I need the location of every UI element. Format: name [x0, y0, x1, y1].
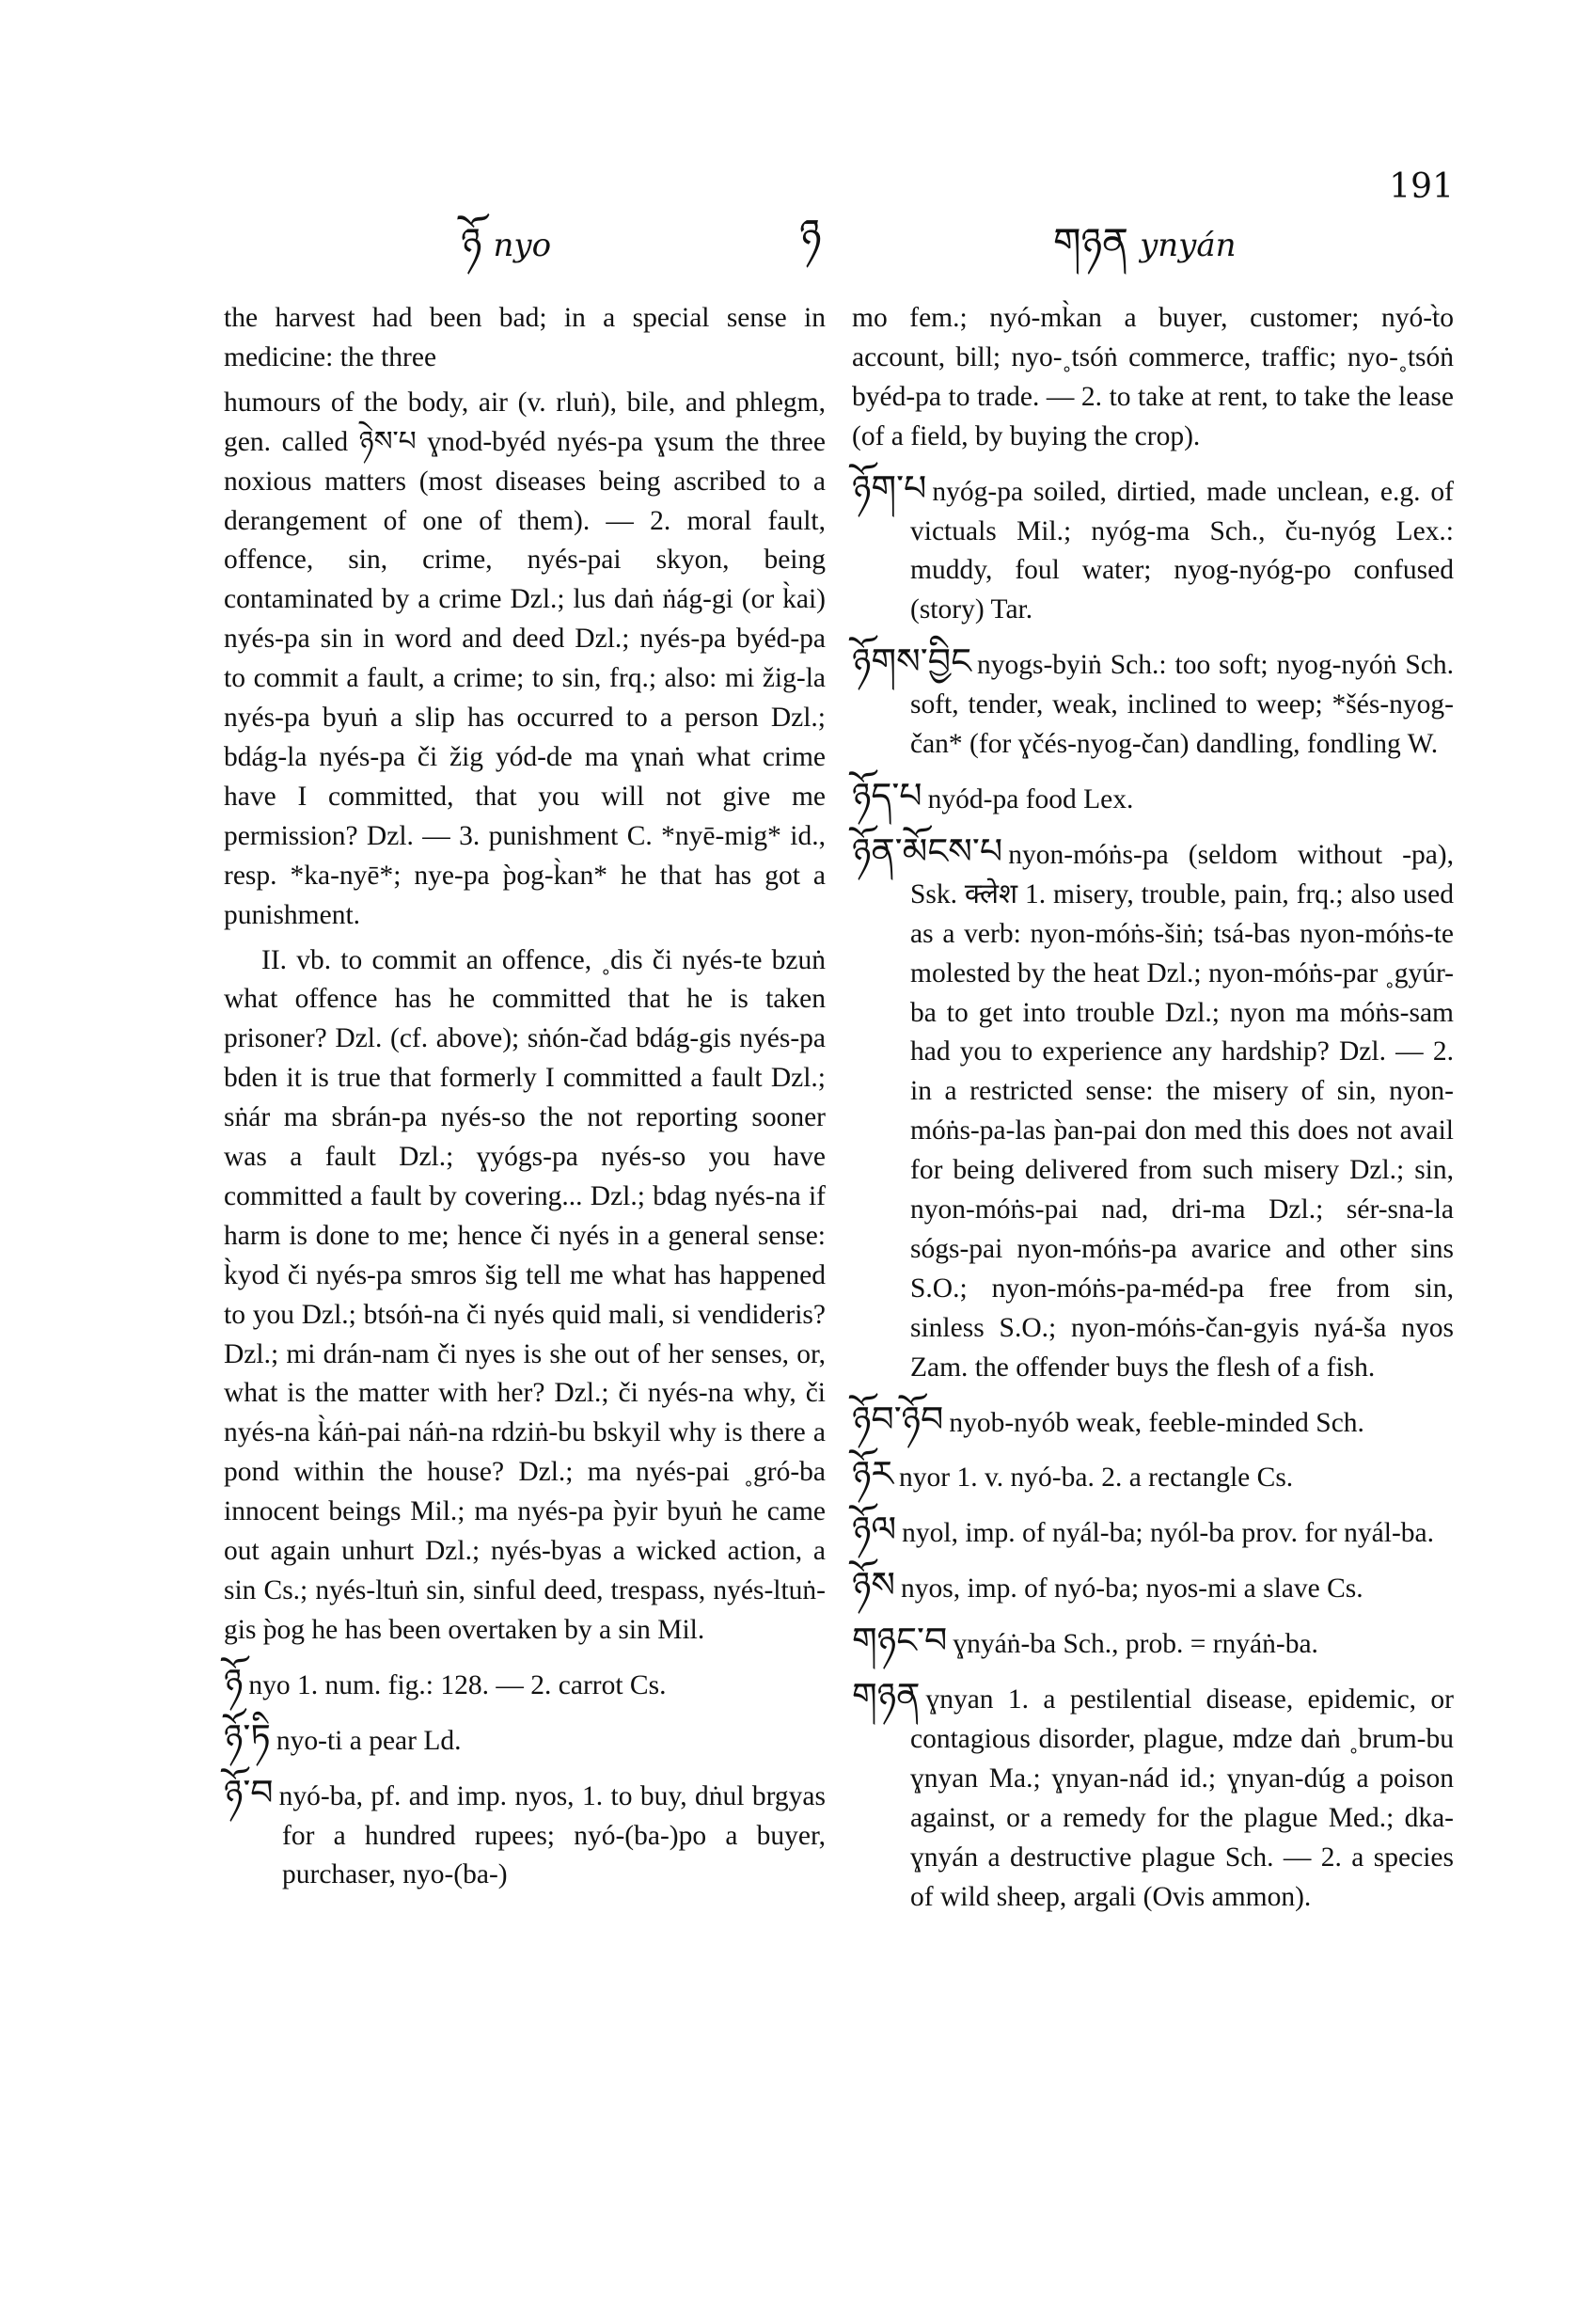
entry-text: ɣnyan 1. a pestilential disease, epidemic, or contagious disorder, plague, mdze daṅ ˳brum-bu ɣnyan Ma.; ɣnyan-nád id.; ɣnyan-dúg a poison against, or a remedy for the plague Med.; dka-ɣnyán a destructive plague Sch. — 2. a species of wild sheep, argali (Ovis ammon).	[910, 1684, 1454, 1912]
entry-headword-tibetan: ཉོ་ཏི	[224, 1717, 271, 1758]
entry-text: nyód-pa food Lex.	[927, 783, 1134, 814]
entry-headword-tibetan: ཉོལ	[852, 1510, 897, 1551]
entry-headword-tibetan: ཉོད་པ	[852, 776, 922, 816]
dictionary-entry	[224, 1664, 826, 1706]
entry-text: ɣnyáṅ-ba Sch., prob. = rnyáṅ-ba.	[953, 1629, 1318, 1660]
entry-headword-tibetan: ཉོགས་བྱིང	[852, 642, 971, 683]
entry-text: nyon-móṅs-pa (seldom without -pa), Ssk. क्लेश 1. misery, trouble, pain, frq.; also used as a verb: nyon-móṅs-šiṅ; tsá-bas nyon-móṅs-te molested by the heat Dzl.; nyon-móṅs-par ˳gyúr-ba to get into trouble Dzl.; nyon ma móṅs-sam had you to experience any hardship? Dzl. — 2. in a restricted sense: the misery of sin, nyon-móṅs-pa-las p̀an-pai don med this does not avail for being delivered from such misery Dzl.; sin, nyon-móṅs-pai nad, dri-ma Dzl.; sér-sna-la sógs-pai nyon-móṅs-pa avarice and other sins S.O.; nyon-móṅs-pa-méd-pa free from sin, sinless S.O.; nyon-móṅs-čan-gyis nyá-ša nyos Zam. the offender buys the flesh of a fish.	[910, 839, 1454, 1383]
entry-text: nyo-ti a pear Ld.	[276, 1725, 462, 1756]
entry-headword-tibetan: ཉོར	[852, 1455, 894, 1495]
entry-text: nyo 1. num. fig.: 128. — 2. carrot Cs.	[248, 1669, 667, 1700]
entry-headword-tibetan: གཉང་བ	[852, 1621, 948, 1662]
dictionary-entry	[224, 1775, 826, 1896]
entry-headword-tibetan: ཉོན་མོངས་པ	[852, 831, 1003, 872]
dictionary-entry	[852, 1678, 1454, 1917]
dictionary-entry	[852, 470, 1454, 631]
dictionary-entry	[852, 778, 1454, 820]
entry-headword-tibetan: ཉོ	[224, 1662, 244, 1702]
right-head-word: ynyán	[1140, 227, 1237, 264]
left-column	[224, 299, 826, 1905]
entry-headword-tibetan: གཉན	[852, 1677, 921, 1717]
left-para-1: humours of the body, air (v. rluṅ), bile, and phlegm, gen. called ཉེས་པ ɣnod-byéd nyés-pa ɣsum the three noxious matters (most diseases being ascribed to a derangement of one of them). — 2. moral fault, offence, sin, crime, nyés-pai skyon, being contaminated by a crime Dzl.; lus daṅ ṅág-gi (or k̀ai) nyés-pa sin in word and deed Dzl.; nyés-pa byéd-pa to commit a fault, a crime; to sin, frq.; also: mi žig-la nyés-pa byuṅ a slip has occurred to a person Dzl.; bdág-la nyés-pa či žig yód-de ma ɣnaṅ what crime have I committed, that you will not give me permission? Dzl. — 3. punishment C. *nyē-mig* id., resp. *ka-nyē*; nye-pa p̀og-k̀an* he that has got a punishment.	[224, 387, 826, 930]
page-header	[0, 160, 1576, 265]
entry-text: nyó-ba, pf. and imp. nyos, 1. to buy, dṅul brgyas for a hundred rupees; nyó-(ba-)po a buyer, purchaser, nyo-(ba-)	[278, 1780, 826, 1890]
left-head-word: nyo	[493, 227, 552, 264]
dictionary-entry	[852, 643, 1454, 765]
entry-text: nyor 1. v. nyó-ba. 2. a rectangle Cs.	[899, 1462, 1294, 1494]
left-head-tibetan: ཉོ	[461, 219, 482, 265]
dictionary-entry	[852, 1511, 1454, 1554]
entry-text: nyob-nyób weak, feeble-minded Sch.	[949, 1407, 1364, 1438]
entry-text: nyos, imp. of nyó-ba; nyos-mi a slave Cs.	[900, 1573, 1363, 1605]
right-running-head	[1053, 198, 1237, 309]
entry-headword-tibetan: ཉོས	[852, 1566, 895, 1606]
center-running-head: ཉ	[799, 211, 822, 259]
left-para-2: II. vb. to commit an offence, ˳dis či nyés-te bzuṅ what offence has he committed that he is taken prisoner? Dzl. (cf. above); sṅón-čad bdág-gis nyés-pa bden it is true that formerly I committed a fault Dzl.; sṅár ma sbrán-pa nyés-so the not reporting sooner was a fault Dzl.; ɣyógs-pa nyés-so you have committed a fault by covering... Dzl.; bdag nyés-na if harm is done to me; hence či nyés in a general sense: k̀yod či nyés-pa smros šig tell me what has happened to you Dzl.; btsóṅ-na či nyés quid mali, si vendideris? Dzl.; mi drán-nam či nyes is she out of her senses, or, what is the matter with her? Dzl.; či nyés-na why, či nyés-na k̀áṅ-pai náṅ-na rdziṅ-bu bskyil why is there a pond within the house? Dzl.; ma nyés-pai ˳gró-ba innocent beings Mil.; ma nyés-pa p̀yir byuṅ he came out again unhurt Dzl.; nyés-byas a wicked action, a sin Cs.; nyés-ltuṅ sin, sinful deed, trespass, nyés-ltuṅ-gis p̀og he has been overtaken by a sin Mil.	[224, 944, 826, 1645]
left-para-0: the harvest had been bad; in a special sense in medicine: the three	[224, 303, 826, 372]
right-head-tibetan: གཉན	[1053, 219, 1129, 265]
entry-headword-tibetan: ཉོབ་ཉོབ	[852, 1399, 944, 1440]
dictionary-entry	[852, 833, 1454, 1388]
entry-headword-tibetan: ཉོག་པ	[852, 468, 927, 509]
left-running-head	[461, 198, 551, 309]
dictionary-entry	[852, 1622, 1454, 1665]
dictionary-entry	[852, 1401, 1454, 1444]
page-number: 191	[1389, 167, 1454, 206]
dictionary-entry	[224, 1719, 826, 1762]
dictionary-entry	[852, 1456, 1454, 1498]
dictionary-entry	[852, 1567, 1454, 1609]
entry-text: nyóg-pa soiled, dirtied, made unclean, e.g. of victuals Mil.; nyóg-ma Sch., ču-nyóg Lex.: muddy, foul water; nyog-nyóg-po confused (story) Tar.	[910, 476, 1454, 625]
right-para-0: mo fem.; nyó-mk̀an a buyer, customer; nyó-t̀o account, bill; nyo-˳tsóṅ commerce, traffic; nyo-˳tsóṅ byéd-pa to trade. — 2. to take at rent, to take the lease (of a field, by buying the crop).	[852, 303, 1454, 451]
entry-text: nyol, imp. of nyál-ba; nyól-ba prov. for nyál-ba.	[902, 1518, 1434, 1549]
right-column	[852, 299, 1454, 1927]
entry-headword-tibetan: ཉོ་བ	[224, 1773, 274, 1813]
entry-text: nyogs-byiṅ Sch.: too soft; nyog-nyóṅ Sch. soft, tender, weak, inclined to weep; *šés-nyog-čan* (for ɣčés-nyog-čan) dandling, fondling W.	[910, 650, 1454, 760]
